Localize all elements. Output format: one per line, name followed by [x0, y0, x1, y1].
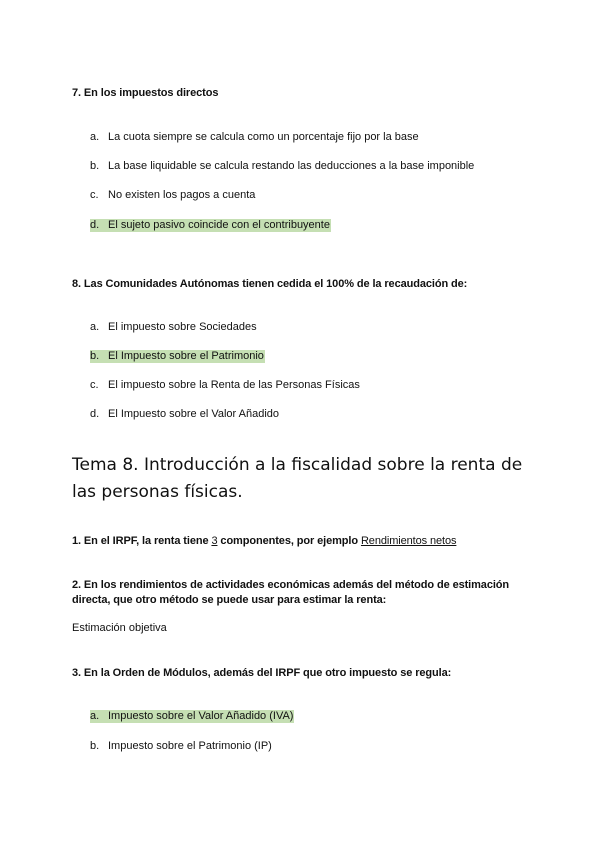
q7-option-c: c. No existen los pagos a cuenta	[90, 189, 256, 201]
question-8-title: 8. Las Comunidades Autónomas tienen cedida el 100% de la recaudación de:	[72, 278, 468, 290]
tema-question-3: 3. En la Orden de Módulos, además del IRPF que otro impuesto se regula:	[72, 667, 452, 679]
q8-option-a: a. El impuesto sobre Sociedades	[90, 321, 257, 333]
answer-text: Rendimientos netos	[360, 535, 457, 547]
q7-option-b: b. La base liquidable se calcula restando las deducciones a la base imponible	[90, 160, 475, 172]
q7-option-a: a. La cuota siempre se calcula como un porcentaje fijo por la base	[90, 131, 419, 143]
q7-option-d-correct: d. El sujeto pasivo coincide con el contribuyente	[90, 219, 330, 231]
tema-question-1: 1. En el IRPF, la renta tiene 3 componentes, por ejemplo Rendimientos netos	[72, 535, 457, 547]
t3-option-b: b. Impuesto sobre el Patrimonio (IP)	[90, 740, 272, 752]
answer-number: 3	[211, 535, 218, 547]
tema-question-2: 2. En los rendimientos de actividades económicas además del método de estimación directa, que otro método se puede usar para estimar la renta:	[72, 579, 510, 606]
question-7-title: 7. En los impuestos directos	[72, 87, 219, 99]
t3-option-a-correct: a. Impuesto sobre el Valor Añadido (IVA)	[90, 710, 294, 722]
section-heading: Tema 8. Introducción a la fiscalidad sobre la renta de las personas físicas.	[72, 455, 523, 502]
q8-option-d: d. El Impuesto sobre el Valor Añadido	[90, 408, 280, 420]
tema-question-2-answer: Estimación objetiva	[72, 622, 167, 634]
q8-option-c: c. El impuesto sobre la Renta de las Personas Físicas	[90, 379, 360, 391]
q8-option-b-correct: b. El Impuesto sobre el Patrimonio	[90, 350, 264, 362]
